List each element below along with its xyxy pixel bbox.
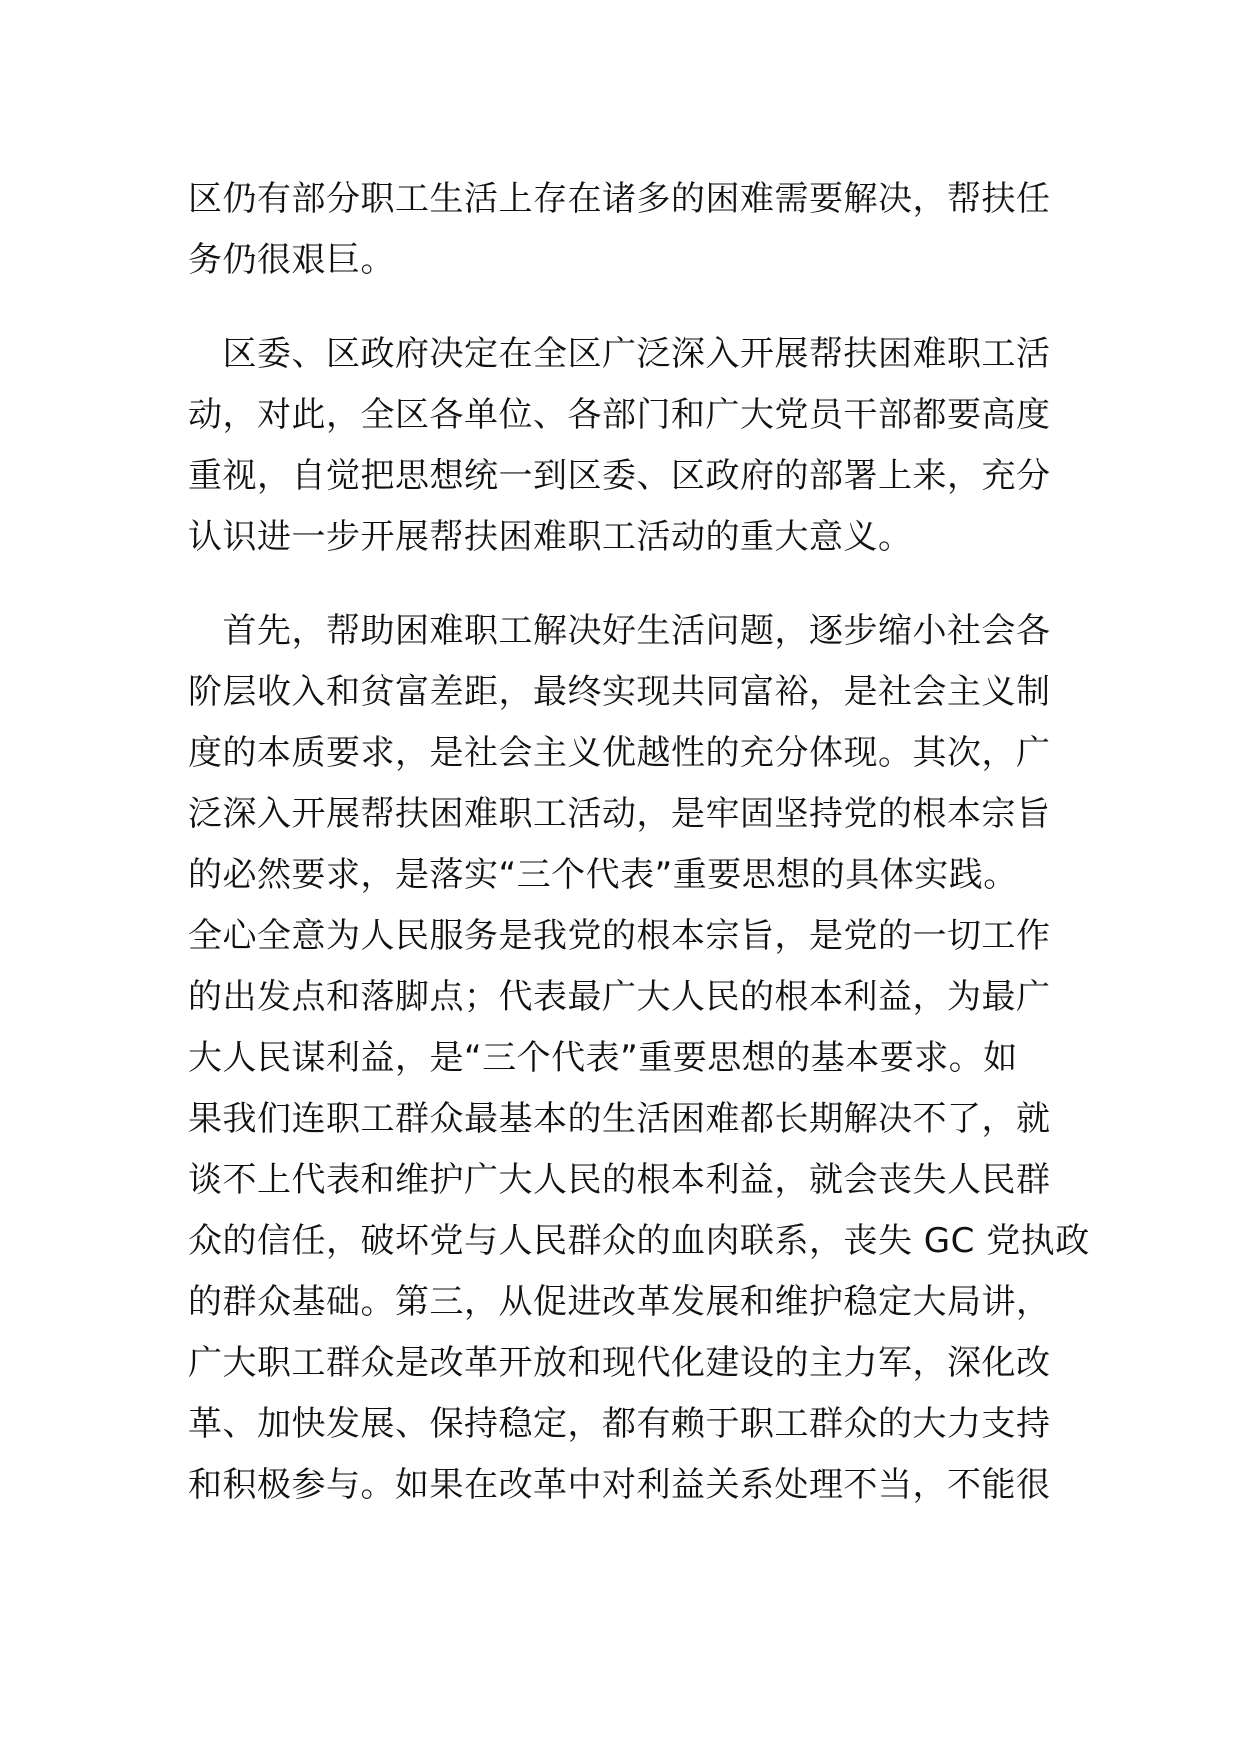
text-line: 认识进一步开展帮扶困难职工活动的重大意义。 [188,517,913,557]
text-line: 动，对此，全区各单位、各部门和广大党员干部都要高度 [188,395,1051,435]
text-line: 重视，自觉把思想统一到区委、区政府的部署上来，充分 [188,456,1051,496]
text-line: 度的本质要求，是社会主义优越性的充分体现。其次，广 [188,733,1051,773]
paragraph-2 [188,324,1058,568]
paragraph-1 [188,169,1058,291]
paragraph-3 [188,601,1090,1516]
text-line: 和积极参与。如果在改革中对利益关系处理不当，不能很 [188,1465,1051,1505]
text-line: 首先，帮助困难职工解决好生活问题，逐步缩小社会各 [188,611,1051,651]
text-line: 谈不上代表和维护广大人民的根本利益，就会丧失人民群 [188,1160,1051,1200]
text-line: 区委、区政府决定在全区广泛深入开展帮扶困难职工活 [188,334,1051,374]
text-line: 区仍有部分职工生活上存在诸多的困难需要解决，帮扶任 [188,179,1051,219]
text-line: 阶层收入和贫富差距，最终实现共同富裕，是社会主义制 [188,672,1051,712]
text-line: 全心全意为人民服务是我党的根本宗旨，是党的一切工作 [188,916,1051,956]
text-line: 果我们连职工群众最基本的生活困难都长期解决不了，就 [188,1099,1051,1139]
text-line: 泛深入开展帮扶困难职工活动，是牢固坚持党的根本宗旨 [188,794,1051,834]
text-line: 的出发点和落脚点；代表最广大人民的根本利益，为最广 [188,977,1051,1017]
text-line: 大人民谋利益，是“三个代表”重要思想的基本要求。如 [188,1038,1018,1078]
text-line: 广大职工群众是改革开放和现代化建设的主力军，深化改 [188,1343,1051,1383]
text-line: 革、加快发展、保持稳定，都有赖于职工群众的大力支持 [188,1404,1051,1444]
text-line: 的群众基础。第三，从促进改革发展和维护稳定大局讲， [188,1282,1051,1322]
text-line: 的必然要求，是落实“三个代表”重要思想的具体实践。 [188,855,1018,895]
document-body [188,169,1090,1516]
text-line: 务仍很艰巨。 [188,240,395,280]
text-line: 众的信任，破坏党与人民群众的血肉联系，丧失 GC 党执政 [188,1221,1090,1261]
